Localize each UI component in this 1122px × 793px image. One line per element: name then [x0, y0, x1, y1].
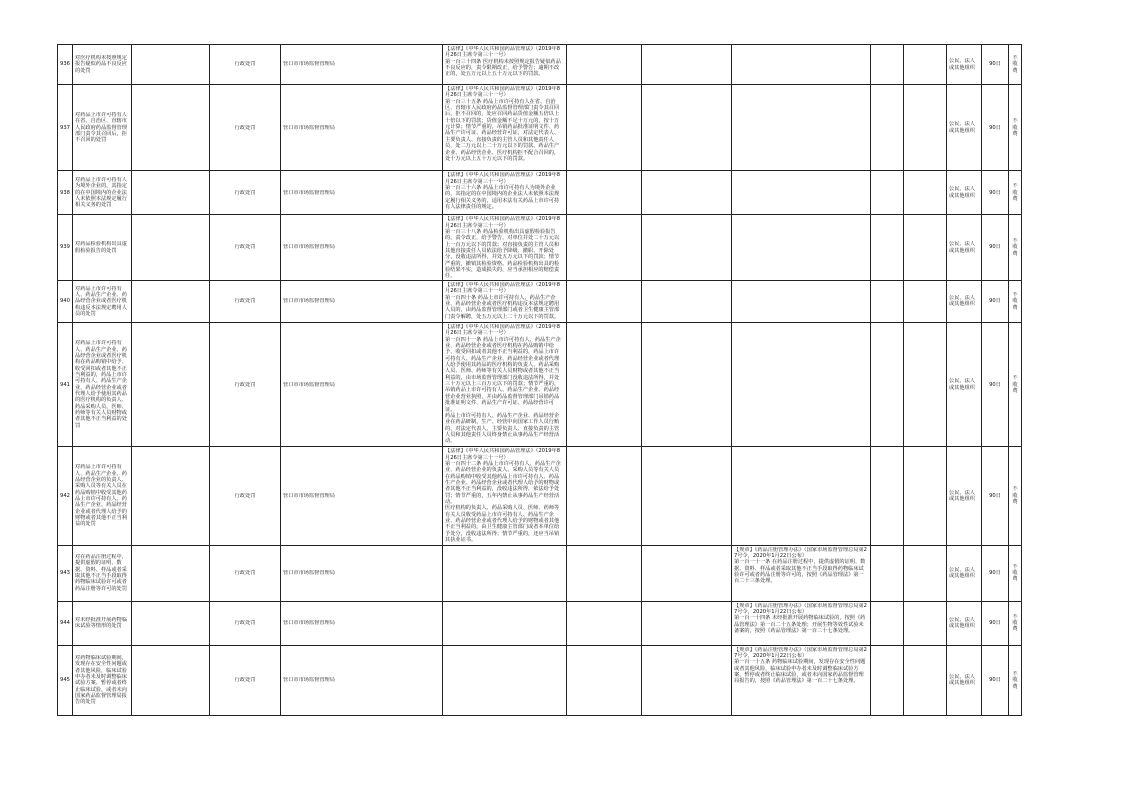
- blank-cell: [871, 171, 904, 215]
- table-row: [58, 85, 1022, 171]
- implementing-agency: [281, 601, 443, 645]
- blank-cell: [904, 323, 947, 447]
- fee-status-text: 不收费: [1012, 670, 1018, 690]
- power-list-table: [57, 44, 1022, 716]
- legal-basis-law: [443, 45, 567, 85]
- legal-basis-law: [443, 601, 567, 645]
- blank-cell: [642, 545, 732, 601]
- implementing-agency-text: 营口市市场监督管理局: [283, 620, 335, 627]
- item-category-text: 行政处罚: [234, 492, 256, 499]
- legal-basis-law: [443, 645, 567, 715]
- item-name: [73, 215, 132, 281]
- applicable-subject: [947, 171, 982, 215]
- blank-cell: [642, 323, 732, 447]
- blank-cell: [904, 171, 947, 215]
- row-number-text: 936: [60, 61, 70, 68]
- time-limit-text: 90日: [989, 189, 1001, 196]
- row-number: [58, 601, 73, 645]
- table-row: [58, 45, 1022, 85]
- blank-cell: [904, 45, 947, 85]
- fee-status-text: 不收费: [1012, 238, 1018, 257]
- item-name-text: 对在药品注册过程中，提供虚假的证明、数据、资料、样品或者采取其他不正当手段取得药物临床试验许可或者药品注册等许可的处罚: [75, 554, 127, 592]
- fee-status-text: 不收费: [1012, 55, 1018, 74]
- legal-basis-law-text: 【法律】《中华人民共和国药品管理法》（2019年8月26日主席令第三十一号） 第一百四十条 药品上市许可持有人、药品生产企业、药品经营企业或者医疗机构违反本法规定聘用人员的，由药品监督管理部门或者卫生健康主管部门责令解聘，处五万元以上二十万元以下的罚款。: [445, 281, 561, 320]
- item-name-text: 对药品上市许可持有人在省、自治区、直辖市人民政府药品监督管理部门责令其召回后，拒不召回的处罚: [75, 111, 127, 144]
- time-limit-text: 90日: [989, 569, 1001, 576]
- blank-cell: [132, 45, 210, 85]
- blank-cell: [567, 215, 642, 281]
- blank-cell: [871, 545, 904, 601]
- implementing-agency: [281, 447, 443, 545]
- item-category: [210, 85, 281, 171]
- blank-cell: [642, 447, 732, 545]
- row-number: [58, 323, 73, 447]
- blank-cell: [132, 171, 210, 215]
- applicable-subject-text: 公民、法人或其他组织: [949, 121, 975, 134]
- item-category-text: 行政处罚: [234, 244, 256, 251]
- implementing-agency: [281, 645, 443, 715]
- blank-cell: [132, 85, 210, 171]
- item-category: [210, 323, 281, 447]
- implementing-agency-text: 营口市市场监督管理局: [283, 124, 335, 131]
- time-limit-text: 90日: [989, 61, 1001, 68]
- blank-cell: [567, 601, 642, 645]
- blank-cell: [871, 447, 904, 545]
- blank-cell: [642, 85, 732, 171]
- row-number: [58, 85, 73, 171]
- legal-basis-law-text: 【法律】《中华人民共和国药品管理法》（2019年8月26日主席令第三十一号） 第一百四十二条 药品上市许可持有人、药品生产企业、药品经营企业的负责人、采购人员等有关人员在药品购销中收受其他药品上市许可持有人、药品生产企业、药品经营企业或者代理人给予的财物或者其他不正当利益的，没收违法所得，依法给予处罚；情节严重的，五年内禁止从事药品生产经营活动。 医疗机构的负责人、药品采购人员、医师、药师等有关人员收受药品上市许可持有人、药品生产企业、药品经营企业或者代理人给予的财物或者其他不正当利益的，由卫生健康主管部门或者本单位给予处分，没收违法所得；情节严重的，还应当吊销其执业证书。: [445, 448, 561, 544]
- blank-cell: [904, 280, 947, 322]
- row-number: [58, 545, 73, 601]
- table-row: [58, 323, 1022, 447]
- fee-status: [1009, 601, 1022, 645]
- implementing-agency-text: 营口市市场监督管理局: [283, 244, 335, 251]
- item-name-text: 对医疗机构未按照规定报告疑似药品不良反应的处罚: [75, 55, 127, 74]
- item-category: [210, 171, 281, 215]
- legal-basis-law-text: 【法律】《中华人民共和国药品管理法》（2019年8月26日主席令第三十一号） 第一百三十八条 药品检验机构出具虚假检验报告的，责令改正，给予警告，对单位并处二十万元以上一百万元以下的罚款；对直接负责的主管人员和其他直接责任人员依法给予降级、撤职、开除处分，没收违法所得，并处五万元以下的罚款；情节严重的，撤销其检验资格。药品检验机构出具的检验结果不实，造成损失的，应当承担相应的赔偿责任。: [445, 216, 561, 280]
- time-limit: [982, 545, 1009, 601]
- legal-basis-rules: [732, 323, 871, 447]
- item-category-text: 行政处罚: [234, 124, 256, 131]
- legal-basis-law: [443, 447, 567, 545]
- implementing-agency: [281, 323, 443, 447]
- blank-cell: [132, 323, 210, 447]
- legal-basis-rules-text: 【规章】《药品注册管理办法》（国家市场监督管理总局第27号令，2020年1月22日公布） 第一百一十四条 未经批准开展药物临床试验的，按照《药品管理法》第一百二十五条处理；开展生物等效性试验未备案的，按照《药品管理法》第一百二十七条处理。: [734, 602, 867, 635]
- fee-status-text: 不收费: [1012, 563, 1018, 583]
- item-name: [73, 45, 132, 85]
- row-number-text: 938: [60, 189, 70, 196]
- implementing-agency: [281, 85, 443, 171]
- blank-cell: [871, 45, 904, 85]
- legal-basis-law-text: 【法律】《中华人民共和国药品管理法》（2019年8月26日主席令第三十一号） 第一百三十四条 医疗机构未按照规定报告疑似药品不良反应的，责令限期改正，给予警告；逾期不改正的，处五万元以上五十万元以下的罚款。: [445, 46, 561, 78]
- blank-cell: [904, 85, 947, 171]
- applicable-subject-text: 公民、法人或其他组织: [949, 241, 975, 254]
- applicable-subject: [947, 280, 982, 322]
- item-category-text: 行政处罚: [234, 381, 256, 388]
- implementing-agency-text: 营口市市场监督管理局: [283, 189, 335, 196]
- fee-status: [1009, 45, 1022, 85]
- blank-cell: [132, 215, 210, 281]
- blank-cell: [132, 280, 210, 322]
- legal-basis-rules: [732, 447, 871, 545]
- item-name-text: 对未经批准开展药物临床试验等情形的处罚: [75, 616, 127, 630]
- table-row: [58, 280, 1022, 322]
- blank-cell: [567, 45, 642, 85]
- legal-basis-rules: [732, 171, 871, 215]
- fee-status: [1009, 447, 1022, 545]
- time-limit-text: 90日: [989, 124, 1001, 131]
- blank-cell: [642, 45, 732, 85]
- legal-basis-law-text: 【法律】《中华人民共和国药品管理法》（2019年8月26日主席令第三十一号） 第一百三十五条 药品上市许可持有人在省、自治区、直辖市人民政府药品监督管理部门责令其召回后，拒不召回的，处应召回药品货值金额五倍以上十倍以下的罚款；货值金额不足十万元的，按十万元计算；情节严重的，吊销药品批准证明文件、药品生产许可证、药品经营许可证，对法定代表人、主要负责人、直接负责的主管人员和其他责任人员，处二万元以上二十万元以下的罚款。药品生产企业、药品经营企业、医疗机构拒不配合召回的，处十万元以上五十万元以下的罚款。: [445, 86, 561, 162]
- row-number: [58, 645, 73, 715]
- fee-status: [1009, 280, 1022, 322]
- row-number: [58, 447, 73, 545]
- time-limit: [982, 171, 1009, 215]
- time-limit-text: 90日: [989, 298, 1001, 305]
- legal-basis-law-text: 【法律】《中华人民共和国药品管理法》（2019年8月26日主席令第三十一号） 第一百四十一条 药品上市许可持有人、药品生产企业、药品经营企业或者医疗机构在药品购销中给予、收受回扣或者其他不正当利益的，药品上市许可持有人、药品生产企业、药品经营企业或者代理人给予使用其药品的医疗机构的负责人、药品采购人员、医师、药师等有关人员财物或者其他不正当利益的，由市场监督管理部门没收违法所得，并处三十万元以上三百万元以下的罚款；情节严重的，吊销药品上市许可持有人、药品生产企业、药品经营企业营业执照，并由药品监督管理部门吊销药品批准证明文件、药品生产许可证、药品经营许可证。 药品上市许可持有人、药品生产企业、药品经营企业在药品研制、生产、经营中向国家工作人员行贿的，对法定代表人、主要负责人、直接负责的主管人员和其他责任人员终身禁止从事药品生产经营活动。: [445, 324, 561, 445]
- row-number: [58, 280, 73, 322]
- time-limit: [982, 447, 1009, 545]
- blank-cell: [132, 645, 210, 715]
- blank-cell: [642, 645, 732, 715]
- blank-cell: [904, 447, 947, 545]
- legal-basis-law-text: 【法律】《中华人民共和国药品管理法》（2019年8月26日主席令第三十一号） 第一百三十六条 药品上市许可持有人为境外企业的，其指定的在中国境内的企业法人未依照本法规定履行相关义务的，适用本法有关药品上市许可持有人法律责任的规定。: [445, 172, 561, 210]
- legal-basis-law: [443, 545, 567, 601]
- applicable-subject-text: 公民、法人或其他组织: [949, 295, 975, 308]
- applicable-subject: [947, 45, 982, 85]
- item-name: [73, 323, 132, 447]
- row-number: [58, 171, 73, 215]
- time-limit-text: 90日: [989, 677, 1001, 684]
- item-category-text: 行政处罚: [234, 569, 256, 576]
- blank-cell: [871, 280, 904, 322]
- item-name: [73, 447, 132, 545]
- blank-cell: [132, 601, 210, 645]
- time-limit: [982, 280, 1009, 322]
- legal-basis-rules: [732, 85, 871, 171]
- item-category-text: 行政处罚: [234, 620, 256, 627]
- row-number: [58, 215, 73, 281]
- item-name-text: 对药品上市许可持有人、药品生产企业、药品经营企业或者医疗机构违反本法规定聘用人员的处罚: [75, 285, 127, 317]
- blank-cell: [567, 545, 642, 601]
- legal-basis-rules-text: 【规章】《药品注册管理办法》（国家市场监督管理总局第27号令，2020年1月22日公布） 第一百一十一条 在药品注册过程中，提供虚假的证明、数据、资料、样品或者采取其他不正当手段取得药物临床试验许可或者药品注册等许可的，按照《药品管理法》第一百二十三条处理。: [734, 546, 867, 585]
- item-category: [210, 280, 281, 322]
- blank-cell: [871, 601, 904, 645]
- applicable-subject-text: 公民、法人或其他组织: [949, 674, 975, 687]
- blank-cell: [642, 171, 732, 215]
- blank-cell: [904, 645, 947, 715]
- applicable-subject-text: 公民、法人或其他组织: [949, 58, 975, 71]
- legal-basis-rules-text: 【规章】《药品注册管理办法》（国家市场监督管理总局第27号令，2020年1月22日公布） 第一百一十五条 药物临床试验期间，发现存在安全性问题或者其他风险，临床试验申办者未及时调整临床试验方案、暂停或者终止临床试验，或者未向国家药品监督管理局报告的，按照《药品管理法》第一百二十七条处理。: [734, 646, 867, 685]
- row-number-text: 940: [60, 298, 70, 305]
- legal-basis-rules: [732, 45, 871, 85]
- blank-cell: [871, 215, 904, 281]
- row-number-text: 937: [60, 124, 70, 131]
- applicable-subject-text: 公民、法人或其他组织: [949, 489, 975, 502]
- row-number-text: 945: [60, 677, 70, 684]
- legal-basis-law: [443, 280, 567, 322]
- item-name: [73, 545, 132, 601]
- time-limit-text: 90日: [989, 620, 1001, 627]
- applicable-subject: [947, 215, 982, 281]
- blank-cell: [904, 215, 947, 281]
- item-category-text: 行政处罚: [234, 189, 256, 196]
- blank-cell: [871, 85, 904, 171]
- time-limit: [982, 45, 1009, 85]
- applicable-subject: [947, 85, 982, 171]
- implementing-agency: [281, 280, 443, 322]
- legal-basis-rules: [732, 215, 871, 281]
- item-name: [73, 85, 132, 171]
- row-number-text: 942: [60, 492, 70, 499]
- blank-cell: [871, 323, 904, 447]
- fee-status: [1009, 323, 1022, 447]
- item-category: [210, 45, 281, 85]
- row-number-text: 944: [60, 620, 70, 627]
- implementing-agency-text: 营口市市场监督管理局: [283, 381, 335, 388]
- item-name: [73, 280, 132, 322]
- implementing-agency: [281, 45, 443, 85]
- fee-status-text: 不收费: [1012, 486, 1018, 506]
- fee-status: [1009, 545, 1022, 601]
- legal-basis-law: [443, 215, 567, 281]
- item-name-text: 对药品上市许可持有人、药品生产企业、药品经营企业或者医疗机构在药品购销中给予、收受回扣或者其他不正当利益的，药品上市许可持有人、药品生产企业、药品经营企业或者代理人给予使用其药品的医疗机构的负责人、药品采购人员、医师、药师等有关人员财物或者其他不正当利益的处罚: [75, 340, 127, 429]
- table-row: [58, 215, 1022, 281]
- time-limit-text: 90日: [989, 492, 1001, 499]
- applicable-subject: [947, 447, 982, 545]
- blank-cell: [567, 447, 642, 545]
- item-name-text: 对药品检验机构出具虚假检验报告的处罚: [75, 241, 127, 254]
- blank-cell: [132, 545, 210, 601]
- legal-basis-law: [443, 171, 567, 215]
- applicable-subject: [947, 601, 982, 645]
- row-number-text: 943: [60, 569, 70, 576]
- item-category: [210, 601, 281, 645]
- fee-status: [1009, 215, 1022, 281]
- table-row: [58, 447, 1022, 545]
- item-category: [210, 645, 281, 715]
- row-number-text: 941: [60, 381, 70, 388]
- legal-basis-rules: [732, 545, 871, 601]
- item-name-text: 对药品上市许可持有人为境外企业的，其指定的在中国境内的企业法人未依照本法规定履行相关义务的处罚: [75, 176, 127, 209]
- table-row: [58, 645, 1022, 715]
- table-row: [58, 601, 1022, 645]
- blank-cell: [871, 645, 904, 715]
- blank-cell: [567, 323, 642, 447]
- time-limit: [982, 645, 1009, 715]
- legal-basis-law: [443, 85, 567, 171]
- time-limit-text: 90日: [989, 244, 1001, 251]
- fee-status-text: 不收费: [1012, 291, 1018, 311]
- fee-status: [1009, 85, 1022, 171]
- applicable-subject-text: 公民、法人或其他组织: [949, 566, 975, 580]
- table-row: [58, 545, 1022, 601]
- implementing-agency: [281, 171, 443, 215]
- applicable-subject-text: 公民、法人或其他组织: [949, 378, 975, 391]
- applicable-subject: [947, 545, 982, 601]
- legal-basis-rules: [732, 645, 871, 715]
- implementing-agency: [281, 545, 443, 601]
- time-limit: [982, 85, 1009, 171]
- blank-cell: [642, 601, 732, 645]
- implementing-agency: [281, 215, 443, 281]
- legal-basis-law: [443, 323, 567, 447]
- blank-cell: [567, 171, 642, 215]
- item-category-text: 行政处罚: [234, 298, 256, 305]
- implementing-agency-text: 营口市市场监督管理局: [283, 492, 335, 499]
- applicable-subject: [947, 645, 982, 715]
- time-limit-text: 90日: [989, 381, 1001, 388]
- implementing-agency-text: 营口市市场监督管理局: [283, 298, 335, 305]
- blank-cell: [567, 85, 642, 171]
- row-number: [58, 45, 73, 85]
- fee-status-text: 不收费: [1012, 613, 1018, 633]
- table-row: [58, 171, 1022, 215]
- item-name-text: 对药品上市许可持有人、药品生产企业、药品经营企业的负责人、采购人员等有关人员在药品购销中收受其他药品上市许可持有人、药品生产企业、药品经营企业或者代理人给予的财物或者其他不正当利益的处罚: [75, 464, 127, 528]
- item-category-text: 行政处罚: [234, 677, 256, 684]
- item-name: [73, 645, 132, 715]
- item-category: [210, 545, 281, 601]
- item-name: [73, 601, 132, 645]
- blank-cell: [132, 447, 210, 545]
- item-category: [210, 447, 281, 545]
- blank-cell: [567, 645, 642, 715]
- item-name: [73, 171, 132, 215]
- applicable-subject: [947, 323, 982, 447]
- blank-cell: [642, 280, 732, 322]
- fee-status-text: 不收费: [1012, 183, 1018, 202]
- item-name-text: 对药物临床试验期间，发现存在安全性问题或者其他风险，临床试验申办者未及时调整临床试验方案、暂停或者终止临床试验，或者未向国家药品监督管理局报告的处罚: [75, 655, 127, 706]
- item-category: [210, 215, 281, 281]
- blank-cell: [642, 215, 732, 281]
- applicable-subject-text: 公民、法人或其他组织: [949, 186, 975, 199]
- fee-status-text: 不收费: [1012, 375, 1018, 394]
- legal-basis-rules: [732, 280, 871, 322]
- time-limit: [982, 601, 1009, 645]
- legal-basis-rules: [732, 601, 871, 645]
- implementing-agency-text: 营口市市场监督管理局: [283, 677, 335, 684]
- blank-cell: [904, 545, 947, 601]
- row-number-text: 939: [60, 244, 70, 251]
- time-limit: [982, 323, 1009, 447]
- item-category-text: 行政处罚: [234, 61, 256, 68]
- implementing-agency-text: 营口市市场监督管理局: [283, 61, 335, 68]
- blank-cell: [904, 601, 947, 645]
- fee-status: [1009, 645, 1022, 715]
- fee-status: [1009, 171, 1022, 215]
- blank-cell: [567, 280, 642, 322]
- applicable-subject-text: 公民、法人或其他组织: [949, 616, 975, 630]
- implementing-agency-text: 营口市市场监督管理局: [283, 569, 335, 576]
- fee-status-text: 不收费: [1012, 118, 1018, 137]
- time-limit: [982, 215, 1009, 281]
